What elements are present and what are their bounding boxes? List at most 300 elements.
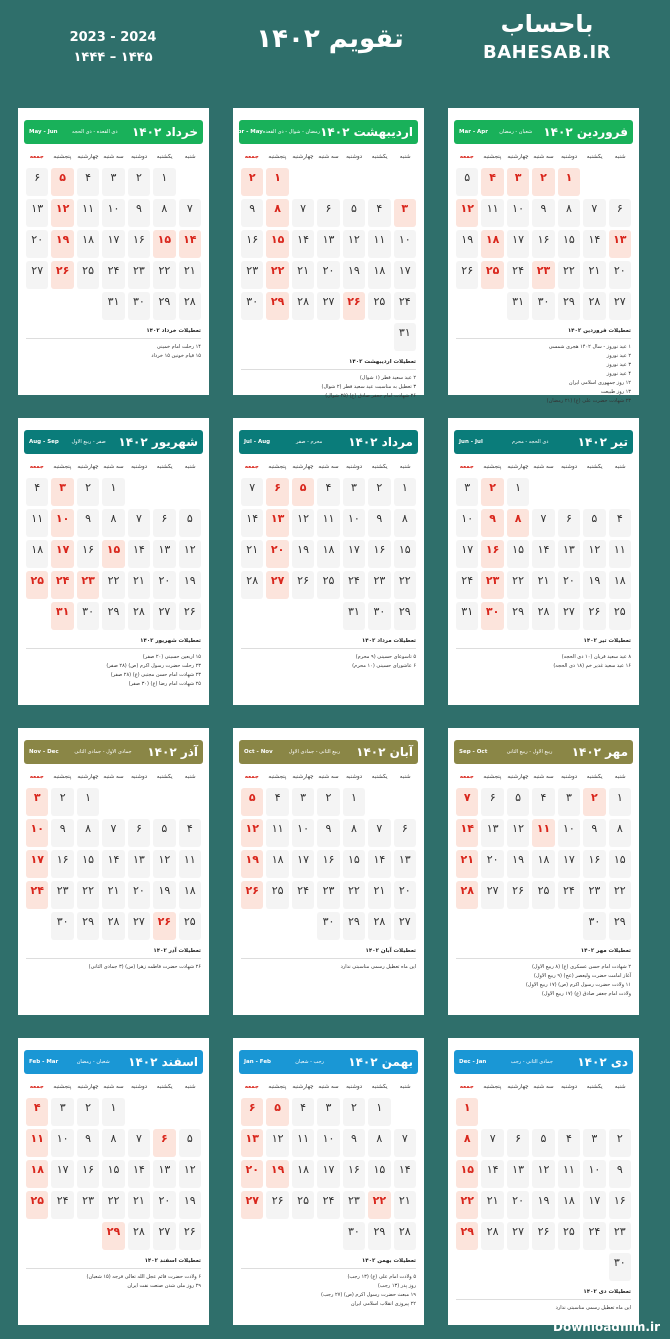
day-cell[interactable]: [266, 1129, 288, 1157]
day-cell[interactable]: [317, 881, 339, 909]
holiday-day-cell[interactable]: [456, 881, 478, 909]
day-cell[interactable]: [266, 850, 288, 878]
day-cell[interactable]: [292, 1098, 314, 1126]
day-cell[interactable]: [583, 912, 605, 940]
holiday-day-cell[interactable]: [481, 571, 503, 599]
day-cell[interactable]: [609, 1160, 631, 1188]
day-cell[interactable]: [507, 1191, 529, 1219]
holiday-day-cell[interactable]: [241, 881, 263, 909]
day-cell[interactable]: [456, 168, 478, 196]
day-cell[interactable]: [77, 1129, 99, 1157]
day-cell[interactable]: [456, 509, 478, 537]
holiday-day-cell[interactable]: [266, 1160, 288, 1188]
day-cell[interactable]: [558, 602, 580, 630]
holiday-day-cell[interactable]: [51, 509, 73, 537]
holiday-day-cell[interactable]: [583, 788, 605, 816]
day-cell[interactable]: [179, 1191, 201, 1219]
day-cell[interactable]: [179, 1129, 201, 1157]
day-cell[interactable]: [507, 788, 529, 816]
day-cell[interactable]: [532, 788, 554, 816]
holiday-day-cell[interactable]: [368, 1191, 390, 1219]
day-cell[interactable]: [179, 540, 201, 568]
holiday-day-cell[interactable]: [51, 261, 73, 289]
day-cell[interactable]: [317, 261, 339, 289]
holiday-day-cell[interactable]: [481, 540, 503, 568]
day-cell[interactable]: [128, 912, 150, 940]
day-cell[interactable]: [153, 509, 175, 537]
day-cell[interactable]: [456, 478, 478, 506]
holiday-day-cell[interactable]: [266, 478, 288, 506]
day-cell[interactable]: [102, 1191, 124, 1219]
day-cell[interactable]: [102, 168, 124, 196]
day-cell[interactable]: [153, 1160, 175, 1188]
day-cell[interactable]: [292, 261, 314, 289]
holiday-day-cell[interactable]: [456, 1160, 478, 1188]
holiday-day-cell[interactable]: [266, 292, 288, 320]
day-cell[interactable]: [77, 199, 99, 227]
day-cell[interactable]: [153, 819, 175, 847]
holiday-day-cell[interactable]: [481, 478, 503, 506]
day-cell[interactable]: [153, 540, 175, 568]
day-cell[interactable]: [609, 881, 631, 909]
day-cell[interactable]: [102, 602, 124, 630]
day-cell[interactable]: [532, 1160, 554, 1188]
day-cell[interactable]: [51, 850, 73, 878]
day-cell[interactable]: [532, 230, 554, 258]
day-cell[interactable]: [292, 1191, 314, 1219]
day-cell[interactable]: [317, 1129, 339, 1157]
day-cell[interactable]: [77, 819, 99, 847]
day-cell[interactable]: [394, 509, 416, 537]
day-cell[interactable]: [179, 912, 201, 940]
holiday-day-cell[interactable]: [558, 168, 580, 196]
day-cell[interactable]: [583, 602, 605, 630]
day-cell[interactable]: [609, 1191, 631, 1219]
day-cell[interactable]: [368, 540, 390, 568]
holiday-day-cell[interactable]: [266, 509, 288, 537]
day-cell[interactable]: [51, 1191, 73, 1219]
day-cell[interactable]: [179, 199, 201, 227]
day-cell[interactable]: [368, 819, 390, 847]
day-cell[interactable]: [507, 540, 529, 568]
holiday-day-cell[interactable]: [26, 1191, 48, 1219]
holiday-day-cell[interactable]: [609, 230, 631, 258]
holiday-day-cell[interactable]: [26, 788, 48, 816]
day-cell[interactable]: [532, 571, 554, 599]
day-cell[interactable]: [368, 1129, 390, 1157]
day-cell[interactable]: [102, 881, 124, 909]
holiday-day-cell[interactable]: [26, 1160, 48, 1188]
day-cell[interactable]: [481, 819, 503, 847]
day-cell[interactable]: [317, 478, 339, 506]
day-cell[interactable]: [153, 1191, 175, 1219]
day-cell[interactable]: [394, 571, 416, 599]
day-cell[interactable]: [394, 540, 416, 568]
holiday-day-cell[interactable]: [532, 819, 554, 847]
day-cell[interactable]: [51, 881, 73, 909]
holiday-day-cell[interactable]: [481, 168, 503, 196]
day-cell[interactable]: [77, 788, 99, 816]
day-cell[interactable]: [292, 199, 314, 227]
day-cell[interactable]: [507, 571, 529, 599]
day-cell[interactable]: [128, 168, 150, 196]
day-cell[interactable]: [153, 571, 175, 599]
day-cell[interactable]: [481, 1129, 503, 1157]
holiday-day-cell[interactable]: [507, 509, 529, 537]
day-cell[interactable]: [51, 788, 73, 816]
day-cell[interactable]: [102, 509, 124, 537]
day-cell[interactable]: [343, 230, 365, 258]
day-cell[interactable]: [102, 292, 124, 320]
day-cell[interactable]: [507, 819, 529, 847]
day-cell[interactable]: [26, 199, 48, 227]
day-cell[interactable]: [481, 1160, 503, 1188]
holiday-day-cell[interactable]: [241, 1098, 263, 1126]
day-cell[interactable]: [153, 881, 175, 909]
day-cell[interactable]: [507, 199, 529, 227]
day-cell[interactable]: [241, 292, 263, 320]
day-cell[interactable]: [394, 850, 416, 878]
day-cell[interactable]: [456, 602, 478, 630]
day-cell[interactable]: [609, 819, 631, 847]
day-cell[interactable]: [128, 571, 150, 599]
day-cell[interactable]: [583, 540, 605, 568]
day-cell[interactable]: [179, 509, 201, 537]
day-cell[interactable]: [368, 881, 390, 909]
day-cell[interactable]: [532, 850, 554, 878]
day-cell[interactable]: [583, 230, 605, 258]
holiday-day-cell[interactable]: [266, 261, 288, 289]
holiday-day-cell[interactable]: [481, 509, 503, 537]
day-cell[interactable]: [507, 292, 529, 320]
holiday-day-cell[interactable]: [456, 199, 478, 227]
day-cell[interactable]: [102, 571, 124, 599]
day-cell[interactable]: [481, 788, 503, 816]
day-cell[interactable]: [292, 230, 314, 258]
day-cell[interactable]: [292, 850, 314, 878]
day-cell[interactable]: [343, 261, 365, 289]
holiday-day-cell[interactable]: [51, 478, 73, 506]
day-cell[interactable]: [343, 881, 365, 909]
holiday-day-cell[interactable]: [481, 602, 503, 630]
day-cell[interactable]: [456, 540, 478, 568]
day-cell[interactable]: [532, 292, 554, 320]
day-cell[interactable]: [558, 230, 580, 258]
day-cell[interactable]: [128, 1160, 150, 1188]
day-cell[interactable]: [532, 881, 554, 909]
day-cell[interactable]: [583, 292, 605, 320]
holiday-day-cell[interactable]: [51, 168, 73, 196]
day-cell[interactable]: [77, 881, 99, 909]
day-cell[interactable]: [292, 571, 314, 599]
day-cell[interactable]: [317, 1160, 339, 1188]
day-cell[interactable]: [368, 912, 390, 940]
day-cell[interactable]: [343, 788, 365, 816]
day-cell[interactable]: [128, 292, 150, 320]
day-cell[interactable]: [179, 819, 201, 847]
day-cell[interactable]: [153, 168, 175, 196]
day-cell[interactable]: [128, 540, 150, 568]
day-cell[interactable]: [558, 261, 580, 289]
day-cell[interactable]: [179, 602, 201, 630]
holiday-day-cell[interactable]: [456, 1098, 478, 1126]
day-cell[interactable]: [51, 1160, 73, 1188]
day-cell[interactable]: [456, 230, 478, 258]
day-cell[interactable]: [394, 1191, 416, 1219]
day-cell[interactable]: [317, 199, 339, 227]
day-cell[interactable]: [317, 912, 339, 940]
day-cell[interactable]: [266, 881, 288, 909]
holiday-day-cell[interactable]: [26, 850, 48, 878]
day-cell[interactable]: [102, 850, 124, 878]
day-cell[interactable]: [343, 912, 365, 940]
day-cell[interactable]: [609, 509, 631, 537]
holiday-day-cell[interactable]: [481, 261, 503, 289]
day-cell[interactable]: [609, 912, 631, 940]
day-cell[interactable]: [266, 819, 288, 847]
day-cell[interactable]: [394, 1222, 416, 1250]
holiday-day-cell[interactable]: [266, 230, 288, 258]
day-cell[interactable]: [317, 1191, 339, 1219]
day-cell[interactable]: [394, 819, 416, 847]
day-cell[interactable]: [128, 602, 150, 630]
holiday-day-cell[interactable]: [51, 540, 73, 568]
day-cell[interactable]: [609, 1222, 631, 1250]
day-cell[interactable]: [77, 509, 99, 537]
day-cell[interactable]: [558, 509, 580, 537]
holiday-day-cell[interactable]: [456, 850, 478, 878]
day-cell[interactable]: [343, 1222, 365, 1250]
day-cell[interactable]: [266, 1191, 288, 1219]
holiday-day-cell[interactable]: [456, 819, 478, 847]
day-cell[interactable]: [179, 1160, 201, 1188]
day-cell[interactable]: [77, 261, 99, 289]
day-cell[interactable]: [609, 571, 631, 599]
day-cell[interactable]: [343, 602, 365, 630]
day-cell[interactable]: [317, 788, 339, 816]
day-cell[interactable]: [292, 540, 314, 568]
day-cell[interactable]: [241, 540, 263, 568]
day-cell[interactable]: [456, 261, 478, 289]
day-cell[interactable]: [558, 819, 580, 847]
day-cell[interactable]: [102, 819, 124, 847]
day-cell[interactable]: [368, 602, 390, 630]
day-cell[interactable]: [51, 819, 73, 847]
day-cell[interactable]: [558, 1191, 580, 1219]
day-cell[interactable]: [241, 261, 263, 289]
day-cell[interactable]: [394, 1160, 416, 1188]
holiday-day-cell[interactable]: [532, 168, 554, 196]
day-cell[interactable]: [507, 1222, 529, 1250]
holiday-day-cell[interactable]: [241, 850, 263, 878]
holiday-day-cell[interactable]: [26, 1098, 48, 1126]
day-cell[interactable]: [583, 571, 605, 599]
day-cell[interactable]: [153, 292, 175, 320]
holiday-day-cell[interactable]: [26, 881, 48, 909]
day-cell[interactable]: [292, 292, 314, 320]
day-cell[interactable]: [609, 292, 631, 320]
day-cell[interactable]: [77, 478, 99, 506]
day-cell[interactable]: [128, 199, 150, 227]
day-cell[interactable]: [343, 1160, 365, 1188]
day-cell[interactable]: [241, 571, 263, 599]
day-cell[interactable]: [558, 1129, 580, 1157]
day-cell[interactable]: [394, 230, 416, 258]
day-cell[interactable]: [507, 1129, 529, 1157]
holiday-day-cell[interactable]: [266, 1098, 288, 1126]
day-cell[interactable]: [558, 1222, 580, 1250]
holiday-day-cell[interactable]: [292, 478, 314, 506]
day-cell[interactable]: [532, 1191, 554, 1219]
day-cell[interactable]: [317, 509, 339, 537]
day-cell[interactable]: [532, 1129, 554, 1157]
day-cell[interactable]: [532, 602, 554, 630]
day-cell[interactable]: [128, 230, 150, 258]
holiday-day-cell[interactable]: [266, 199, 288, 227]
day-cell[interactable]: [343, 540, 365, 568]
holiday-day-cell[interactable]: [456, 1222, 478, 1250]
day-cell[interactable]: [77, 912, 99, 940]
holiday-day-cell[interactable]: [241, 168, 263, 196]
day-cell[interactable]: [343, 819, 365, 847]
holiday-day-cell[interactable]: [153, 912, 175, 940]
day-cell[interactable]: [368, 292, 390, 320]
day-cell[interactable]: [77, 850, 99, 878]
day-cell[interactable]: [609, 199, 631, 227]
day-cell[interactable]: [558, 1160, 580, 1188]
day-cell[interactable]: [532, 509, 554, 537]
day-cell[interactable]: [583, 1191, 605, 1219]
day-cell[interactable]: [128, 509, 150, 537]
day-cell[interactable]: [583, 1160, 605, 1188]
day-cell[interactable]: [179, 292, 201, 320]
day-cell[interactable]: [102, 1098, 124, 1126]
day-cell[interactable]: [558, 540, 580, 568]
holiday-day-cell[interactable]: [456, 1129, 478, 1157]
holiday-day-cell[interactable]: [51, 199, 73, 227]
holiday-day-cell[interactable]: [153, 230, 175, 258]
day-cell[interactable]: [317, 571, 339, 599]
day-cell[interactable]: [368, 230, 390, 258]
day-cell[interactable]: [343, 571, 365, 599]
day-cell[interactable]: [583, 819, 605, 847]
day-cell[interactable]: [26, 230, 48, 258]
holiday-day-cell[interactable]: [532, 261, 554, 289]
day-cell[interactable]: [77, 1191, 99, 1219]
day-cell[interactable]: [317, 819, 339, 847]
holiday-day-cell[interactable]: [241, 1160, 263, 1188]
day-cell[interactable]: [128, 819, 150, 847]
day-cell[interactable]: [609, 261, 631, 289]
day-cell[interactable]: [368, 261, 390, 289]
holiday-day-cell[interactable]: [51, 230, 73, 258]
day-cell[interactable]: [241, 230, 263, 258]
day-cell[interactable]: [394, 602, 416, 630]
day-cell[interactable]: [241, 478, 263, 506]
holiday-day-cell[interactable]: [102, 540, 124, 568]
day-cell[interactable]: [481, 199, 503, 227]
day-cell[interactable]: [583, 1222, 605, 1250]
day-cell[interactable]: [343, 1098, 365, 1126]
holiday-day-cell[interactable]: [481, 230, 503, 258]
day-cell[interactable]: [128, 881, 150, 909]
day-cell[interactable]: [609, 540, 631, 568]
day-cell[interactable]: [558, 788, 580, 816]
day-cell[interactable]: [609, 850, 631, 878]
day-cell[interactable]: [532, 540, 554, 568]
day-cell[interactable]: [507, 478, 529, 506]
holiday-day-cell[interactable]: [456, 1191, 478, 1219]
day-cell[interactable]: [609, 602, 631, 630]
day-cell[interactable]: [102, 1160, 124, 1188]
day-cell[interactable]: [583, 509, 605, 537]
holiday-day-cell[interactable]: [77, 571, 99, 599]
day-cell[interactable]: [51, 912, 73, 940]
day-cell[interactable]: [394, 292, 416, 320]
day-cell[interactable]: [51, 1098, 73, 1126]
day-cell[interactable]: [128, 1191, 150, 1219]
day-cell[interactable]: [153, 199, 175, 227]
day-cell[interactable]: [368, 199, 390, 227]
day-cell[interactable]: [609, 1253, 631, 1281]
day-cell[interactable]: [558, 292, 580, 320]
day-cell[interactable]: [317, 540, 339, 568]
day-cell[interactable]: [102, 912, 124, 940]
day-cell[interactable]: [368, 571, 390, 599]
holiday-day-cell[interactable]: [266, 540, 288, 568]
day-cell[interactable]: [26, 540, 48, 568]
day-cell[interactable]: [507, 261, 529, 289]
day-cell[interactable]: [26, 478, 48, 506]
day-cell[interactable]: [179, 850, 201, 878]
day-cell[interactable]: [558, 850, 580, 878]
day-cell[interactable]: [343, 850, 365, 878]
day-cell[interactable]: [507, 1160, 529, 1188]
day-cell[interactable]: [292, 881, 314, 909]
day-cell[interactable]: [102, 230, 124, 258]
day-cell[interactable]: [292, 509, 314, 537]
day-cell[interactable]: [481, 881, 503, 909]
day-cell[interactable]: [128, 1222, 150, 1250]
day-cell[interactable]: [507, 602, 529, 630]
day-cell[interactable]: [102, 1129, 124, 1157]
day-cell[interactable]: [394, 881, 416, 909]
day-cell[interactable]: [558, 881, 580, 909]
day-cell[interactable]: [292, 1129, 314, 1157]
day-cell[interactable]: [77, 168, 99, 196]
day-cell[interactable]: [343, 1129, 365, 1157]
holiday-day-cell[interactable]: [51, 602, 73, 630]
day-cell[interactable]: [456, 571, 478, 599]
day-cell[interactable]: [128, 850, 150, 878]
holiday-day-cell[interactable]: [179, 230, 201, 258]
day-cell[interactable]: [368, 509, 390, 537]
day-cell[interactable]: [241, 509, 263, 537]
day-cell[interactable]: [77, 1098, 99, 1126]
day-cell[interactable]: [343, 509, 365, 537]
day-cell[interactable]: [51, 1129, 73, 1157]
day-cell[interactable]: [77, 540, 99, 568]
day-cell[interactable]: [394, 478, 416, 506]
holiday-day-cell[interactable]: [241, 1191, 263, 1219]
holiday-day-cell[interactable]: [26, 819, 48, 847]
day-cell[interactable]: [128, 261, 150, 289]
day-cell[interactable]: [368, 850, 390, 878]
day-cell[interactable]: [153, 850, 175, 878]
day-cell[interactable]: [77, 1160, 99, 1188]
day-cell[interactable]: [609, 1129, 631, 1157]
day-cell[interactable]: [558, 199, 580, 227]
